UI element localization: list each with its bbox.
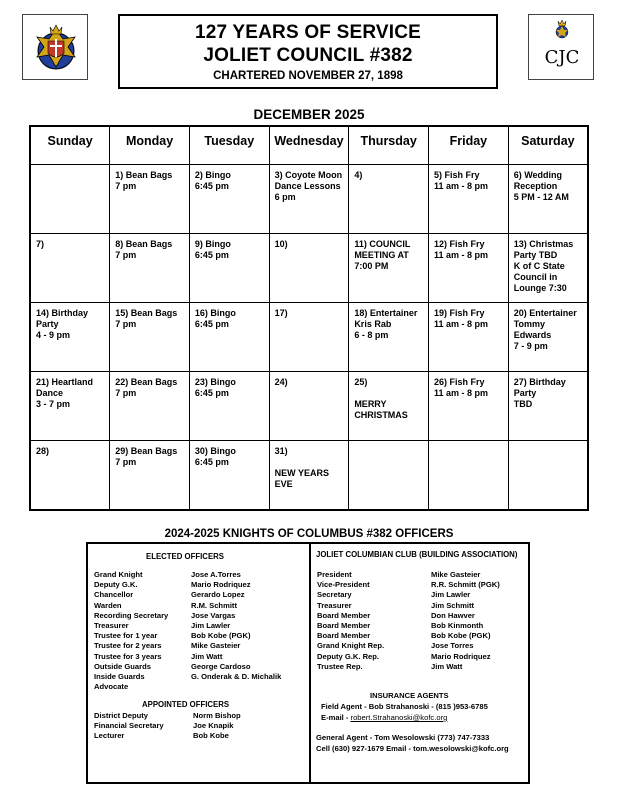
officer-name: Jim Watt	[191, 651, 223, 661]
calendar-week-row	[30, 164, 588, 233]
cjc-logo-text: CJC	[544, 47, 580, 68]
calendar-week-row	[30, 233, 588, 302]
club-role: Grand Knight Rep.	[317, 641, 385, 651]
officer-role: Advocate	[94, 682, 129, 692]
officer-row	[94, 682, 281, 692]
officer-name: George Cardoso	[191, 661, 251, 671]
weekday-header: Monday	[110, 126, 190, 164]
club-row	[317, 601, 500, 611]
club-row	[317, 641, 500, 651]
officer-name: Jose Vargas	[191, 610, 236, 620]
club-row	[317, 590, 500, 600]
officer-role: District Deputy	[94, 711, 149, 720]
club-row	[317, 621, 500, 631]
day-cell: 9) Bingo 6:45 pm	[189, 233, 269, 302]
officer-role: Grand Knight	[94, 570, 143, 579]
officer-name: Mario Rodriquez	[191, 580, 251, 590]
day-cell: 21) Heartland Dance 3 - 7 pm	[30, 371, 110, 440]
weekday-header: Sunday	[30, 126, 110, 164]
knights-of-columbus-emblem	[22, 14, 88, 80]
day-cell: 10)	[269, 233, 349, 302]
officer-role: Trustee for 1 year	[94, 631, 158, 641]
day-cell: 17)	[269, 302, 349, 371]
elected-officers-heading: ELECTED OFFICERS	[146, 552, 224, 561]
officer-row	[94, 621, 281, 631]
officer-row	[94, 611, 281, 621]
club-role: Vice-President	[317, 580, 370, 590]
club-row	[317, 652, 500, 662]
insurance-agents-heading: INSURANCE AGENTS	[370, 691, 449, 700]
weekday-header: Wednesday	[269, 126, 349, 164]
day-cell: 27) Birthday Party TBD	[508, 371, 588, 440]
appointed-officers-heading: APPOINTED OFFICERS	[142, 700, 230, 709]
club-row	[317, 611, 500, 621]
club-name: Jim Schmitt	[431, 600, 475, 610]
officer-role: Outside Guards	[94, 661, 151, 671]
day-cell: 26) Fish Fry 11 am - 8 pm	[429, 371, 509, 440]
officer-row	[94, 631, 281, 641]
day-cell: 14) Birthday Party 4 - 9 pm	[30, 302, 110, 371]
officer-row	[94, 662, 281, 672]
day-cell: 1) Bean Bags 7 pm	[110, 164, 190, 233]
header-line-3: CHARTERED NOVEMBER 27, 1898	[213, 70, 403, 82]
day-cell: 30) Bingo 6:45 pm	[189, 440, 269, 510]
club-name: Bob Kobe (PGK)	[431, 631, 491, 641]
officer-role: Treasurer	[94, 620, 129, 630]
club-name: Jim Watt	[431, 661, 463, 671]
club-row	[317, 580, 500, 590]
club-role: Trustee Rep.	[317, 661, 363, 671]
calendar-month-title: DECEMBER 2025	[253, 107, 365, 122]
day-cell: 20) Entertainer Tommy Edwards 7 - 9 pm	[508, 302, 588, 371]
day-cell	[30, 164, 110, 233]
day-cell: 22) Bean Bags 7 pm	[110, 371, 190, 440]
officer-role: Recording Secretary	[94, 610, 169, 620]
officer-name: R.M. Schmitt	[191, 600, 237, 610]
calendar-week-row	[30, 371, 588, 440]
officer-role: Trustee for 2 years	[94, 641, 162, 651]
officer-row	[94, 731, 241, 741]
day-cell	[429, 440, 509, 510]
day-cell: 13) Christmas Party TBD K of C State Council in Lounge 7:30	[508, 233, 588, 302]
general-agent-cell-line: Cell (630) 927-1679 Email - tom.wesolowski@kofc.org	[316, 744, 509, 753]
day-cell: 7)	[30, 233, 110, 302]
officer-role: Financial Secretary	[94, 721, 164, 731]
officer-row	[94, 711, 241, 721]
calendar-week-row	[30, 440, 588, 510]
day-cell	[349, 440, 429, 510]
email-line	[321, 713, 447, 722]
officer-name: Mike Gasteier	[191, 641, 241, 651]
day-cell: 6) Wedding Reception 5 PM - 12 AM	[508, 164, 588, 233]
day-cell: 25) MERRY CHRISTMAS	[349, 371, 429, 440]
header-banner	[118, 14, 498, 89]
officer-name: Gerardo Lopez	[191, 590, 245, 600]
club-name: Mike Gasteier	[431, 570, 481, 579]
officers-box	[86, 542, 530, 784]
club-role: Board Member	[317, 610, 371, 620]
club-role: Secretary	[317, 590, 352, 600]
officers-title: 2024-2025 KNIGHTS OF COLUMBUS #382 OFFICERS	[164, 528, 454, 540]
officer-row	[94, 672, 281, 682]
weekday-header: Friday	[429, 126, 509, 164]
officer-role: Trustee for 3 years	[94, 651, 162, 661]
appointed-officers-list	[94, 711, 241, 742]
day-cell: 31) NEW YEARS EVE	[269, 440, 349, 510]
officer-row	[94, 721, 241, 731]
club-name: Don Hawver	[431, 610, 475, 620]
officer-row	[94, 570, 281, 580]
field-agent-line: Field Agent - Bob Strahanoski - (815 )953-6785	[321, 702, 488, 711]
column-divider	[309, 544, 311, 782]
day-cell: 18) Entertainer Kris Rab 6 - 8 pm	[349, 302, 429, 371]
day-cell: 4)	[349, 164, 429, 233]
officer-row	[94, 590, 281, 600]
elected-officers-list	[94, 570, 281, 692]
club-name: Bob Kinmonth	[431, 620, 484, 630]
day-cell: 28)	[30, 440, 110, 510]
day-cell: 29) Bean Bags 7 pm	[110, 440, 190, 510]
officer-name: Bob Kobe	[193, 731, 229, 741]
header-line-2: JOLIET COUNCIL #382	[203, 45, 413, 66]
weekday-header: Tuesday	[189, 126, 269, 164]
general-agent-line: General Agent - Tom Wesolowski (773) 747-7333	[316, 733, 490, 742]
club-row	[317, 662, 500, 672]
club-role: Board Member	[317, 631, 371, 641]
club-row	[317, 631, 500, 641]
day-cell: 5) Fish Fry 11 am - 8 pm	[429, 164, 509, 233]
columbian-club-list	[317, 570, 500, 672]
day-cell: 2) Bingo 6:45 pm	[189, 164, 269, 233]
calendar-grid	[29, 125, 589, 511]
club-name: Jose Torres	[431, 641, 474, 651]
weekday-header-row	[30, 126, 588, 164]
officer-row	[94, 580, 281, 590]
columbian-club-logo	[528, 14, 594, 80]
day-cell	[508, 440, 588, 510]
officer-row	[94, 601, 281, 611]
officer-name: Norm Bishop	[193, 711, 241, 720]
columbian-club-heading: JOLIET COLUMBIAN CLUB (BUILDING ASSOCIATION)	[316, 550, 518, 559]
club-role: Board Member	[317, 620, 371, 630]
club-role: Deputy G.K. Rep.	[317, 651, 380, 661]
officer-name: Jose A.Torres	[191, 570, 241, 579]
officer-role: Lecturer	[94, 731, 125, 741]
weekday-header: Thursday	[349, 126, 429, 164]
officer-role: Deputy G.K.	[94, 580, 138, 590]
officer-role: Warden	[94, 600, 122, 610]
day-cell: 23) Bingo 6:45 pm	[189, 371, 269, 440]
club-name: R.R. Schmitt (PGK)	[431, 580, 500, 590]
day-cell: 3) Coyote Moon Dance Lessons 6 pm	[269, 164, 349, 233]
day-cell: 15) Bean Bags 7 pm	[110, 302, 190, 371]
day-cell: 19) Fish Fry 11 am - 8 pm	[429, 302, 509, 371]
weekday-header: Saturday	[508, 126, 588, 164]
day-cell: 8) Bean Bags 7 pm	[110, 233, 190, 302]
club-role: Treasurer	[317, 600, 352, 610]
officer-row	[94, 652, 281, 662]
day-cell: 12) Fish Fry 11 am - 8 pm	[429, 233, 509, 302]
club-row	[317, 570, 500, 580]
header-line-1: 127 YEARS OF SERVICE	[194, 22, 422, 43]
club-role: President	[317, 570, 352, 579]
club-name: Mario Rodriquez	[431, 651, 491, 661]
officer-name: Bob Kobe (PGK)	[191, 631, 251, 641]
officer-row	[94, 641, 281, 651]
officer-role: Chancellor	[94, 590, 134, 600]
officer-role: Inside Guards	[94, 671, 145, 681]
day-cell: 11) COUNCIL MEETING AT 7:00 PM	[349, 233, 429, 302]
officer-name: G. Onderak & D. Michalik	[191, 671, 282, 681]
club-name: Jim Lawler	[431, 590, 471, 600]
calendar-week-row	[30, 302, 588, 371]
field-agent-email-link[interactable]: robert.Strahanoski@kofc.org	[350, 713, 448, 722]
officer-name: Joe Knapik	[193, 721, 234, 731]
email-label: E-mail -	[321, 713, 351, 722]
day-cell: 16) Bingo 6:45 pm	[189, 302, 269, 371]
day-cell: 24)	[269, 371, 349, 440]
officer-name: Jim Lawler	[191, 620, 231, 630]
